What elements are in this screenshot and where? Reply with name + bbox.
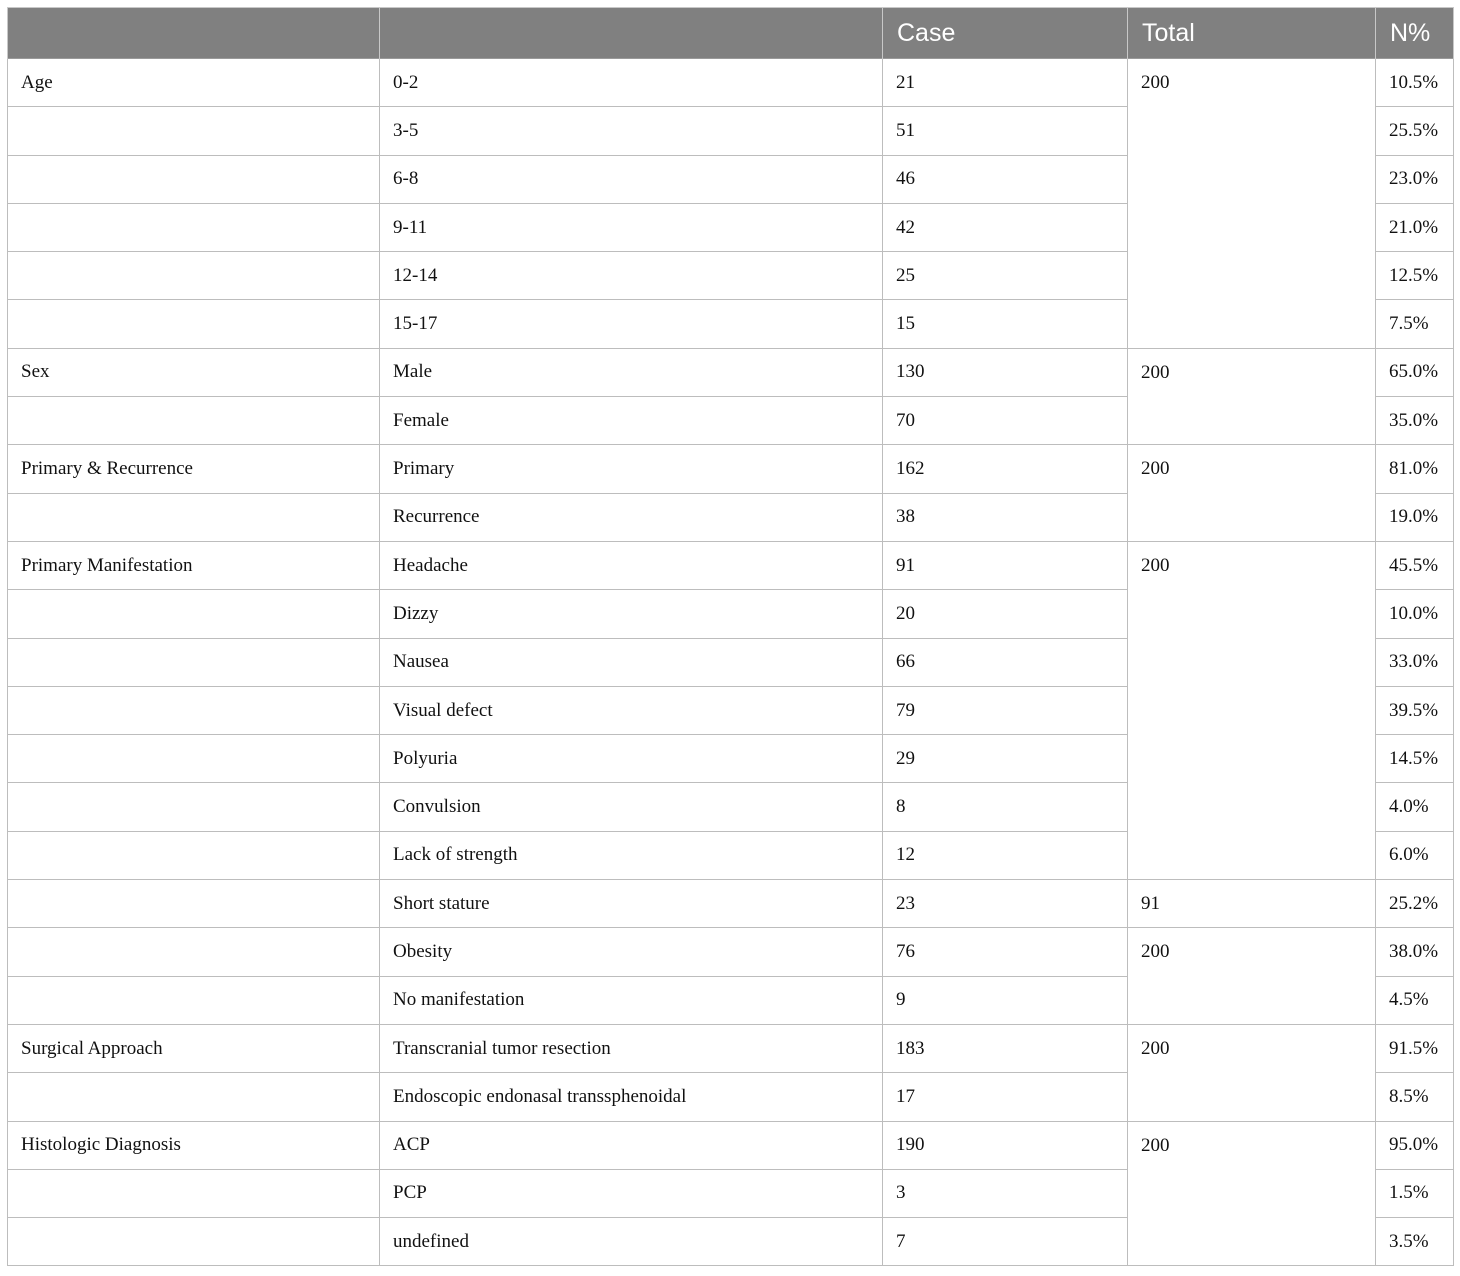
percent-value: 14.5% [1376, 735, 1454, 783]
category-blank [8, 252, 380, 300]
item-label: 0-2 [380, 59, 883, 107]
demographics-table [7, 7, 1454, 1266]
item-label: Nausea [380, 638, 883, 686]
case-count: 51 [883, 107, 1128, 155]
item-label: 15-17 [380, 300, 883, 348]
case-count: 76 [883, 928, 1128, 976]
percent-value: 19.0% [1376, 493, 1454, 541]
item-label: Headache [380, 541, 883, 589]
percent-value: 35.0% [1376, 397, 1454, 445]
item-label: 12-14 [380, 252, 883, 300]
category-label: Histologic Diagnosis [8, 1121, 380, 1169]
item-label: undefined [380, 1218, 883, 1266]
case-count: 130 [883, 348, 1128, 396]
percent-value: 8.5% [1376, 1073, 1454, 1121]
category-blank [8, 155, 380, 203]
case-count: 66 [883, 638, 1128, 686]
percent-value: 10.5% [1376, 59, 1454, 107]
item-label: 6-8 [380, 155, 883, 203]
total-count: 200 [1128, 1121, 1376, 1266]
item-label: Polyuria [380, 735, 883, 783]
item-label: Convulsion [380, 783, 883, 831]
category-blank [8, 107, 380, 155]
total-count: 200 [1128, 348, 1376, 445]
percent-value: 45.5% [1376, 541, 1454, 589]
category-label: Primary & Recurrence [8, 445, 380, 493]
header-item [380, 8, 883, 59]
case-count: 79 [883, 686, 1128, 734]
case-count: 183 [883, 1024, 1128, 1072]
category-blank [8, 590, 380, 638]
percent-value: 6.0% [1376, 831, 1454, 879]
category-blank [8, 203, 380, 251]
item-label: Transcranial tumor resection [380, 1024, 883, 1072]
category-blank [8, 300, 380, 348]
category-blank [8, 1073, 380, 1121]
case-count: 9 [883, 976, 1128, 1024]
table-row [8, 348, 1454, 396]
case-count: 190 [883, 1121, 1128, 1169]
table-body [8, 59, 1454, 1266]
category-blank [8, 686, 380, 734]
table-row [8, 928, 1454, 976]
category-blank [8, 1169, 380, 1217]
total-count: 200 [1128, 59, 1376, 349]
total-count: 200 [1128, 1024, 1376, 1121]
case-count: 12 [883, 831, 1128, 879]
item-label: Endoscopic endonasal transsphenoidal [380, 1073, 883, 1121]
percent-value: 12.5% [1376, 252, 1454, 300]
category-blank [8, 831, 380, 879]
category-blank [8, 397, 380, 445]
category-label: Surgical Approach [8, 1024, 380, 1072]
category-label: Age [8, 59, 380, 107]
table-row [8, 1024, 1454, 1072]
case-count: 15 [883, 300, 1128, 348]
header-total: Total [1128, 8, 1376, 59]
item-label: Primary [380, 445, 883, 493]
percent-value: 38.0% [1376, 928, 1454, 976]
percent-value: 91.5% [1376, 1024, 1454, 1072]
item-label: Recurrence [380, 493, 883, 541]
percent-value: 39.5% [1376, 686, 1454, 734]
table-row [8, 445, 1454, 493]
item-label: Lack of strength [380, 831, 883, 879]
percent-value: 95.0% [1376, 1121, 1454, 1169]
header-percent: N% [1376, 8, 1454, 59]
case-count: 17 [883, 1073, 1128, 1121]
item-label: Short stature [380, 880, 883, 928]
case-count: 7 [883, 1218, 1128, 1266]
category-label: Sex [8, 348, 380, 396]
item-label: 3-5 [380, 107, 883, 155]
case-count: 29 [883, 735, 1128, 783]
table-row [8, 1121, 1454, 1169]
table-row [8, 541, 1454, 589]
percent-value: 7.5% [1376, 300, 1454, 348]
case-count: 23 [883, 880, 1128, 928]
category-blank [8, 783, 380, 831]
category-blank [8, 493, 380, 541]
case-count: 21 [883, 59, 1128, 107]
case-count: 8 [883, 783, 1128, 831]
case-count: 91 [883, 541, 1128, 589]
percent-value: 65.0% [1376, 348, 1454, 396]
total-count: 200 [1128, 541, 1376, 879]
header-category [8, 8, 380, 59]
case-count: 25 [883, 252, 1128, 300]
total-count: 91 [1128, 880, 1376, 928]
item-label: Visual defect [380, 686, 883, 734]
header-case: Case [883, 8, 1128, 59]
header-row [8, 8, 1454, 59]
item-label: Dizzy [380, 590, 883, 638]
category-blank [8, 1218, 380, 1266]
case-count: 46 [883, 155, 1128, 203]
total-count: 200 [1128, 445, 1376, 542]
case-count: 70 [883, 397, 1128, 445]
category-blank [8, 735, 380, 783]
table-row [8, 880, 1454, 928]
percent-value: 4.0% [1376, 783, 1454, 831]
item-label: No manifestation [380, 976, 883, 1024]
percent-value: 1.5% [1376, 1169, 1454, 1217]
category-label: Primary Manifestation [8, 541, 380, 589]
category-blank [8, 928, 380, 976]
item-label: 9-11 [380, 203, 883, 251]
percent-value: 33.0% [1376, 638, 1454, 686]
percent-value: 10.0% [1376, 590, 1454, 638]
case-count: 42 [883, 203, 1128, 251]
item-label: ACP [380, 1121, 883, 1169]
category-blank [8, 880, 380, 928]
category-blank [8, 976, 380, 1024]
percent-value: 23.0% [1376, 155, 1454, 203]
case-count: 162 [883, 445, 1128, 493]
item-label: Male [380, 348, 883, 396]
percent-value: 3.5% [1376, 1218, 1454, 1266]
percent-value: 25.5% [1376, 107, 1454, 155]
case-count: 38 [883, 493, 1128, 541]
total-count: 200 [1128, 928, 1376, 1025]
item-label: PCP [380, 1169, 883, 1217]
percent-value: 81.0% [1376, 445, 1454, 493]
percent-value: 25.2% [1376, 880, 1454, 928]
item-label: Female [380, 397, 883, 445]
percent-value: 21.0% [1376, 203, 1454, 251]
case-count: 20 [883, 590, 1128, 638]
category-blank [8, 638, 380, 686]
percent-value: 4.5% [1376, 976, 1454, 1024]
case-count: 3 [883, 1169, 1128, 1217]
table-row [8, 59, 1454, 107]
item-label: Obesity [380, 928, 883, 976]
